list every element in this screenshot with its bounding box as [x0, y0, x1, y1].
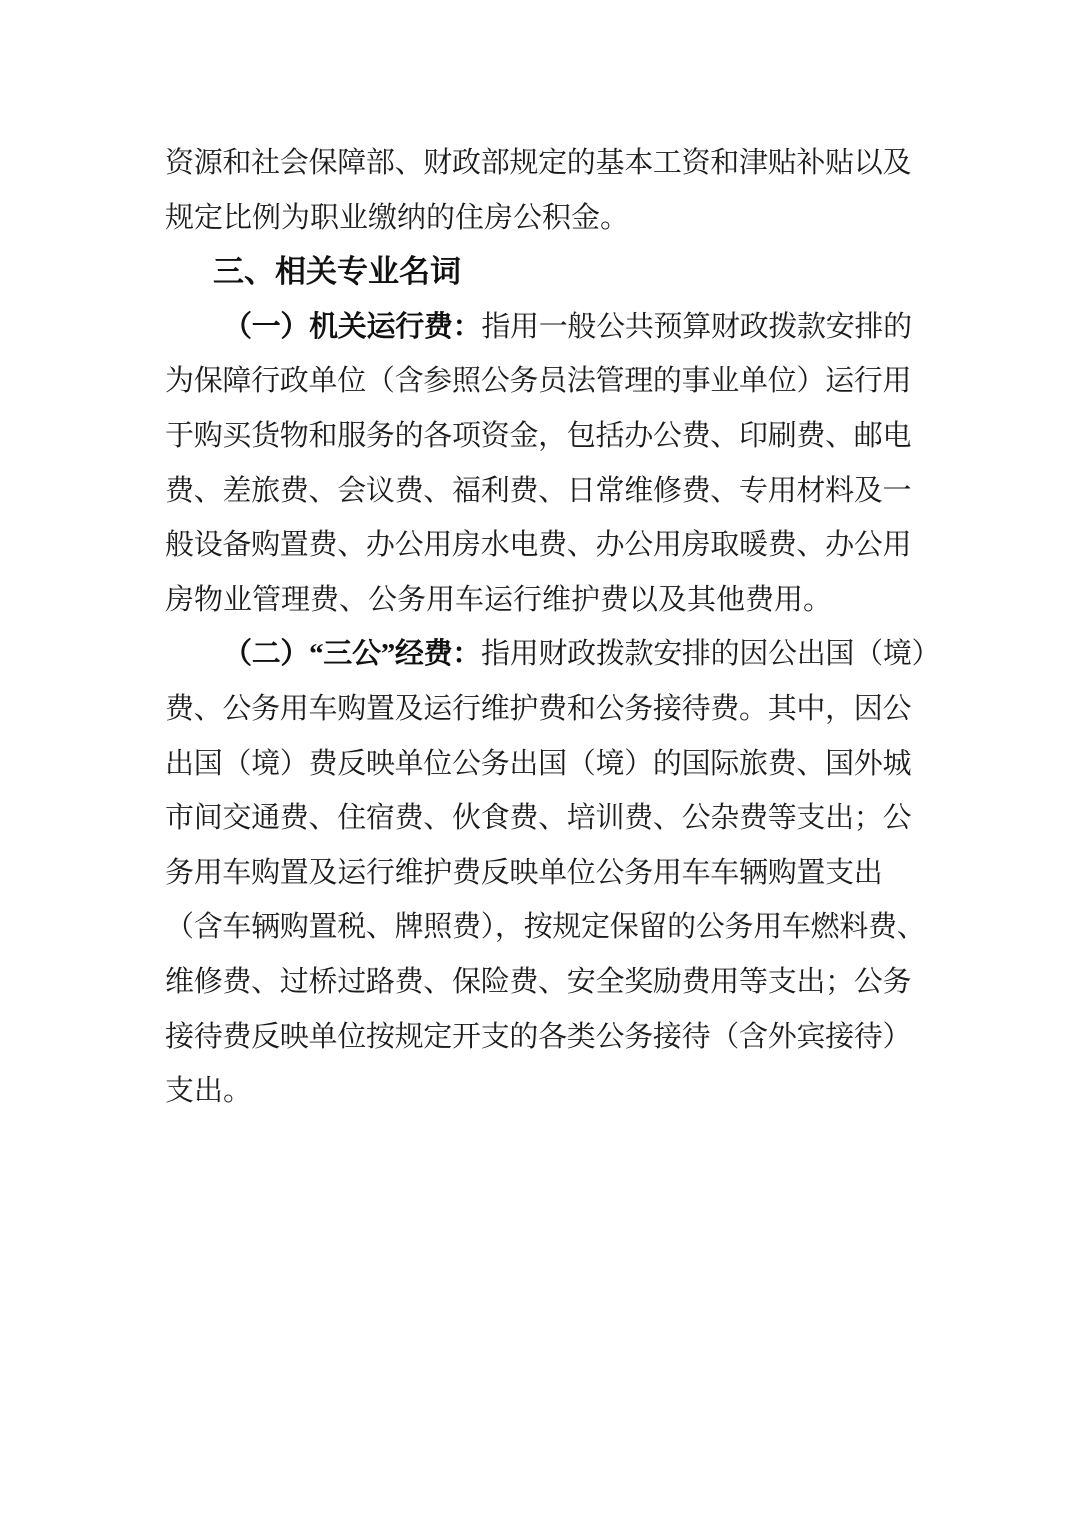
section-heading-text: 三、相关专业名词 — [213, 254, 461, 290]
section-heading — [165, 245, 913, 300]
line-text: 规定比例为职业缴纳的住房公积金。 — [165, 201, 630, 234]
document-line — [165, 354, 913, 409]
document-line — [165, 409, 913, 464]
line-text: 资源和社会保障部、财政部规定的基本工资和津贴补贴以及 — [165, 147, 912, 179]
line-text: 指用一般公共预算财政拨款安排的 — [481, 310, 912, 343]
document-line — [165, 518, 913, 573]
line-text: 维修费、过桥过路费、保险费、安全奖励费用等支出；公务 — [165, 965, 912, 998]
document-line — [165, 627, 941, 682]
document-line — [165, 191, 913, 246]
document-line — [165, 846, 913, 901]
document-line — [165, 573, 913, 628]
line-text: 费、公务用车购置及运行维护费和公务接待费。其中，因公 — [165, 692, 912, 725]
document-line — [165, 791, 913, 846]
line-text: 接待费反映单位按规定开支的各类公务接待（含外宾接待） — [165, 1020, 912, 1053]
document-line — [165, 682, 913, 737]
line-text: 支出。 — [165, 1075, 253, 1108]
line-text: 务用车购置及运行维护费反映单位公务用车车辆购置支出 — [165, 856, 883, 889]
line-text: 费、差旅费、会议费、福利费、日常维修费、专用材料及一 — [165, 474, 912, 507]
document-line — [165, 300, 913, 355]
document-line — [165, 136, 913, 191]
line-text: 于购买货物和服务的各项资金，包括办公费、印刷费、邮电 — [165, 419, 912, 452]
term-label-sangong-jingfei: （二）“三公”经费： — [223, 638, 482, 671]
line-text: 房物业管理费、公务用车运行维护费以及其他费用。 — [165, 583, 833, 616]
line-text: 指用财政拨款安排的因公出国（境） — [481, 638, 941, 671]
document-line — [165, 1064, 913, 1119]
document-line — [165, 464, 913, 519]
document-line — [165, 955, 913, 1010]
line-text: 出国（境）费反映单位公务出国（境）的国际旅费、国外城 — [165, 747, 912, 780]
document-line — [165, 1010, 913, 1065]
document-line — [165, 737, 913, 792]
document-line — [165, 900, 926, 955]
line-text: 般设备购置费、办公用房水电费、办公用房取暖费、办公用 — [165, 529, 912, 562]
line-text: 市间交通费、住宿费、伙食费、培训费、公杂费等支出；公 — [165, 802, 912, 835]
document-text-content — [165, 136, 941, 1119]
line-text: （含车辆购置税、牌照费），按规定保留的公务用车燃料费、 — [165, 911, 926, 944]
line-text: 为保障行政单位（含参照公务员法管理的事业单位）运行用 — [165, 365, 912, 398]
term-label-jiguan-yunxingfei: （一）机关运行费： — [223, 310, 482, 343]
